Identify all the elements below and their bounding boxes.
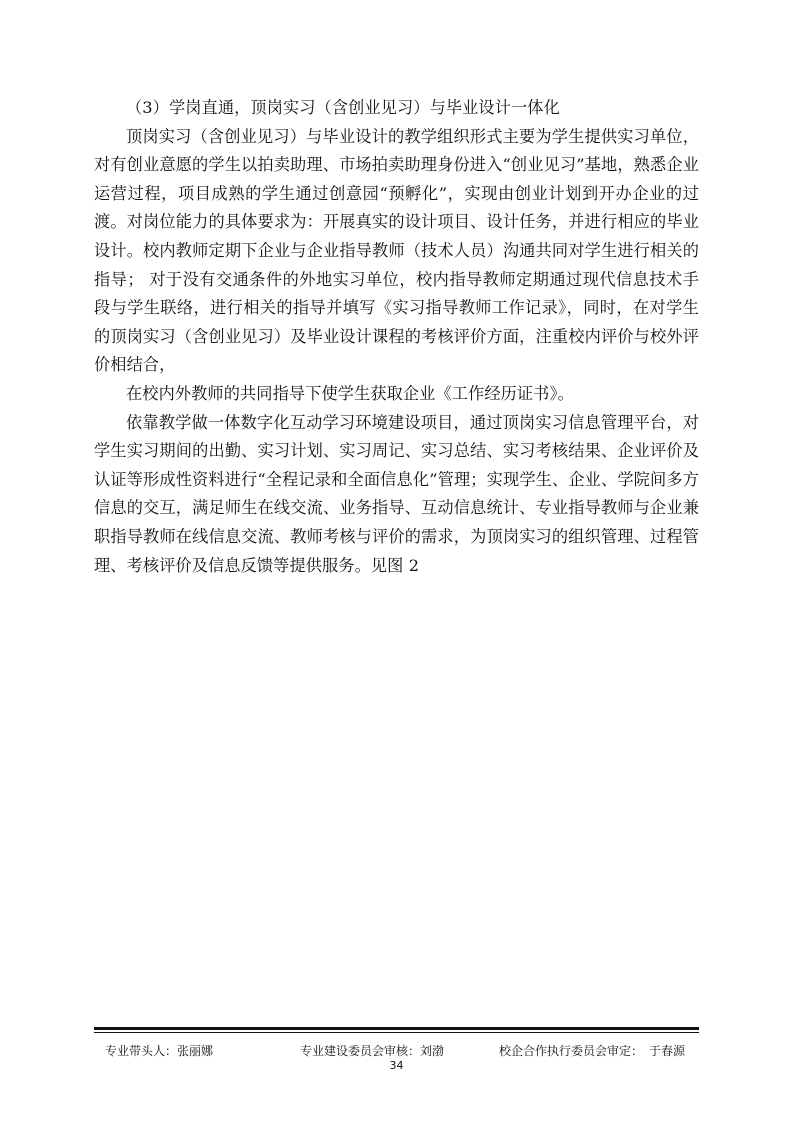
footer-divider-thin (94, 1032, 699, 1033)
footer-executive-approval: 校企合作执行委员会审定： 于春源 (499, 1044, 686, 1058)
section-heading: （3）学岗直通，顶岗实习（含创业见习）与毕业设计一体化 (126, 98, 560, 117)
page-number: 34 (389, 1059, 404, 1072)
footer-committee-review: 专业建设委员会审核：刘渤 (300, 1044, 445, 1058)
paragraph-internship-integration: 顶岗实习（含创业见习）与毕业设计的教学组织形式主要为学生提供实习单位，对有创业意愿的学生以拍卖助理、市场拍卖助理身份进入“创业见习”基地，熟悉企业运营过程，项目成熟的学生通过创意园“预孵化”，实现由创业计划到开办企业的过渡。对岗位能力的具体要求为：开展真实的设计项目、设计任务，并进行相应的毕业设计。校内教师定期下企业与企业指导教师（技术人员）沟通共同对学生进行相关的指导； 对于没有交通条件的外地实习单位，校内指导教师定期通过现代信息技术手段与学生联络，进行相关的指导并填写《实习指导教师工作记录》，同时，在对学生的顶岗实习（含创业见习）及毕业设计课程的考核评价方面，注重校内评价与校外评价相结合， (94, 126, 699, 375)
footer-leader: 专业带头人：张丽娜 (105, 1044, 214, 1058)
paragraph-work-certificate: 在校内外教师的共同指导下使学生获取企业《工作经历证书》。 (126, 383, 574, 403)
footer-divider-thick (94, 1027, 699, 1030)
paragraph-digital-platform: 依靠教学做一体数字化互动学习环境建设项目，通过顶岗实习信息管理平台，对学生实习期间的出勤、实习计划、实习周记、实习总结、实习考核结果、企业评价及认证等形成性资料进行“全程记录和全面信息化”管理；实现学生、企业、学院间多方信息的交互，满足师生在线交流、业务指导、互动信息统计、专业指导教师与企业兼职指导教师在线信息交流、教师考核与评价的需求，为顶岗实习的组织管理、过程管理、考核评价及信息反馈等提供服务。见图 2 (94, 412, 699, 575)
document-body (94, 94, 699, 580)
